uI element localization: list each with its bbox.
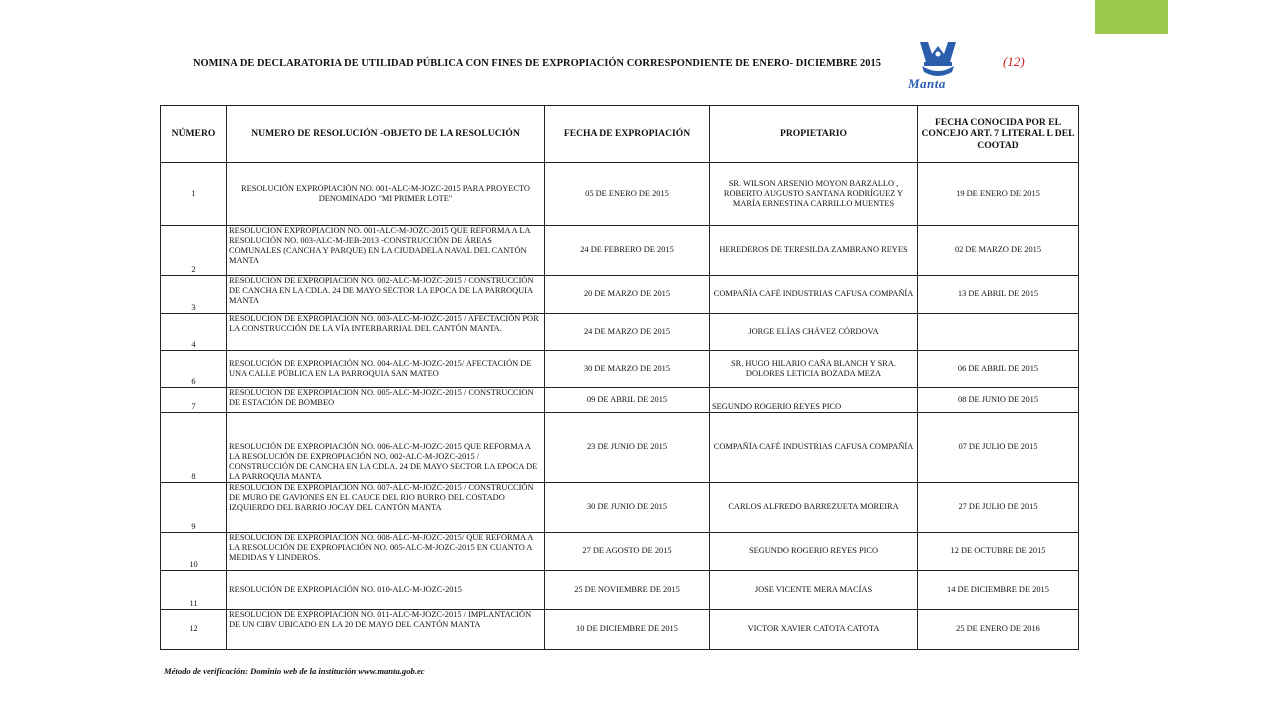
- cell-resolucion: RESOLUCIÓN EXPROPIACIÓN NO. 001-ALC-M-JOZC-2015 PARA PROYECTO DENOMINADO "MI PRIMER LOTE": [227, 163, 545, 226]
- cell-numero: 3: [161, 276, 227, 314]
- cell-resolucion: RESOLUCION DE EXPROPIACION NO. 003-ALC-M-JOZC-2015 / AFECTACIÓN POR LA CONSTRUCCIÓN DE LA VÍA INTERBARRIAL DEL CANTÓN MANTA.: [227, 314, 545, 351]
- cell-propietario: SEGUNDO ROGERIO REYES PICO: [710, 388, 918, 413]
- logo-text: Manta: [908, 76, 946, 91]
- cell-resolucion: RESOLUCIÓN DE EXPROPIACIÓN NO. 010-ALC-M-JOZC-2015: [227, 571, 545, 610]
- cell-propietario: COMPAÑÍA CAFÉ INDUSTRIAS CAFUSA COMPAÑÍA: [710, 276, 918, 314]
- page-number: (12): [1003, 54, 1025, 69]
- table-row: [161, 483, 1079, 533]
- table-header-row: [161, 106, 1079, 163]
- table-row: [161, 314, 1079, 351]
- cell-resolucion: RESOLUCION DE EXPROPIACION NO. 002-ALC-M-JOZC-2015 / CONSTRUCCIÓN DE CANCHA EN LA CDLA. 24 DE MAYO SECTOR LA EPOCA DE LA PARROQUIA MANTA: [227, 276, 545, 314]
- cell-fecha-concejo: 07 DE JULIO DE 2015: [918, 413, 1079, 483]
- cell-resolucion: RESOLUCION DE EXPROPIACION NO. 008-ALC-M-JOZC-2015/ QUE REFORMA A LA RESOLUCIÓN DE EXPROPIACIÓN NO. 005-ALC-M-JOZC-2015 EN CUANTO A MEDIDAS Y LINDEROS.: [227, 533, 545, 571]
- cell-resolucion: RESOLUCION EXPROPIACION NO. 001-ALC-M-JOZC-2015 QUE REFORMA A LA RESOLUCIÓN NO. 003-ALC-M-JEB-2013 -CONSTRUCCIÓN DE ÁREAS COMUNALES (CANCHA Y PARQUE) EN LA CIUDADELA NAVAL DEL CANTÓN MANTA: [227, 226, 545, 276]
- table-row: [161, 533, 1079, 571]
- cell-fecha-concejo: 02 DE MARZO DE 2015: [918, 226, 1079, 276]
- cell-resolucion: RESOLUCIÓN DE EXPROPIACIÓN NO. 006-ALC-M-JOZC-2015 QUE REFORMA A LA RESOLUCIÓN DE EXPROPIACIÓN NO. 002-ALC-M-JOZC-2015 / CONSTRUCCIÓN DE CANCHA EN LA CDLA. 24 DE MAYO SECTOR LA EPOCA DE LA PARROQUIA MANTA: [227, 413, 545, 483]
- cell-fecha-concejo: 13 DE ABRIL DE 2015: [918, 276, 1079, 314]
- cell-fecha: 05 DE ENERO DE 2015: [545, 163, 710, 226]
- table-row: [161, 388, 1079, 413]
- cell-propietario: CARLOS ALFREDO BARREZUETA MOREIRA: [710, 483, 918, 533]
- cell-propietario: JORGE ELÍAS CHÁVEZ CÓRDOVA: [710, 314, 918, 351]
- cell-numero: 12: [161, 610, 227, 650]
- cell-fecha: 24 DE MARZO DE 2015: [545, 314, 710, 351]
- cell-numero: 1: [161, 163, 227, 226]
- table-row: [161, 351, 1079, 388]
- cell-numero: 2: [161, 226, 227, 276]
- cell-fecha: 23 DE JUNIO DE 2015: [545, 413, 710, 483]
- cell-numero: 8: [161, 413, 227, 483]
- cell-fecha: 09 DE ABRIL DE 2015: [545, 388, 710, 413]
- cell-fecha: 25 DE NOVIEMBRE DE 2015: [545, 571, 710, 610]
- cell-resolucion: RESOLUCIÓN DE EXPROPIACIÓN NO. 004-ALC-M-JOZC-2015/ AFECTACIÓN DE UNA CALLE PÚBLICA EN LA PARROQUIA SAN MATEO: [227, 351, 545, 388]
- accent-bar: [1095, 0, 1168, 34]
- cell-fecha: 30 DE JUNIO DE 2015: [545, 483, 710, 533]
- cell-fecha: 20 DE MARZO DE 2015: [545, 276, 710, 314]
- cell-fecha-concejo: 25 DE ENERO DE 2016: [918, 610, 1079, 650]
- cell-fecha-concejo: 06 DE ABRIL DE 2015: [918, 351, 1079, 388]
- table-row: [161, 610, 1079, 650]
- header-resolucion: NUMERO DE RESOLUCIÓN -OBJETO DE LA RESOLUCIÓN: [227, 106, 545, 163]
- cell-propietario: VICTOR XAVIER CATOTA CATOTA: [710, 610, 918, 650]
- cell-fecha-concejo: [918, 314, 1079, 351]
- cell-propietario: COMPAÑÍA CAFÉ INDUSTRIAS CAFUSA COMPAÑÍA: [710, 413, 918, 483]
- cell-numero: 7: [161, 388, 227, 413]
- cell-fecha-concejo: 14 DE DICIEMBRE DE 2015: [918, 571, 1079, 610]
- document-title: NOMINA DE DECLARATORIA DE UTILIDAD PÚBLICA CON FINES DE EXPROPIACIÓN CORRESPONDIENTE DE ENERO- DICIEMBRE 2015: [193, 58, 882, 69]
- cell-fecha-concejo: 27 DE JULIO DE 2015: [918, 483, 1079, 533]
- table-row: [161, 276, 1079, 314]
- cell-resolucion: RESOLUCION DE EXPROPIACION NO. 005-ALC-M-JOZC-2015 / CONSTRUCCION DE ESTACIÓN DE BOMBEO: [227, 388, 545, 413]
- header-fecha-concejo: FECHA CONOCIDA POR EL CONCEJO ART. 7 LITERAL L DEL COOTAD: [918, 106, 1079, 163]
- cell-fecha: 30 DE MARZO DE 2015: [545, 351, 710, 388]
- cell-numero: 11: [161, 571, 227, 610]
- cell-numero: 6: [161, 351, 227, 388]
- verification-note: Método de verificación: Dominio web de la institución www.manta.gob.ec: [164, 666, 425, 676]
- cell-numero: 9: [161, 483, 227, 533]
- cell-fecha: 27 DE AGOSTO DE 2015: [545, 533, 710, 571]
- header-numero: NÚMERO: [161, 106, 227, 163]
- cell-fecha: 10 DE DICIEMBRE DE 2015: [545, 610, 710, 650]
- header-fecha: FECHA DE EXPROPIACIÓN: [545, 106, 710, 163]
- cell-fecha-concejo: 12 DE OCTUBRE DE 2015: [918, 533, 1079, 571]
- table-row: [161, 163, 1079, 226]
- cell-propietario: JOSE VICENTE MERA MACÍAS: [710, 571, 918, 610]
- table-row: [161, 571, 1079, 610]
- cell-propietario: SR. HUGO HILARIO CAÑA BLANCH Y SRA. DOLORES LETICIA BOZADA MEZA: [710, 351, 918, 388]
- cell-numero: 10: [161, 533, 227, 571]
- cell-propietario: SR. WILSON ARSENIO MOYON BARZALLO , ROBERTO AUGUSTO SANTANA RODRÍGUEZ Y MARÍA ERNESTINA CARRILLO MUENTES: [710, 163, 918, 226]
- cell-fecha-concejo: 19 DE ENERO DE 2015: [918, 163, 1079, 226]
- table-row: [161, 413, 1079, 483]
- cell-propietario: SEGUNDO ROGERIO REYES PICO: [710, 533, 918, 571]
- cell-fecha: 24 DE FEBRERO DE 2015: [545, 226, 710, 276]
- cell-resolucion: RESOLUCION DE EXPROPIACION NO. 011-ALC-M-JOZC-2015 / IMPLANTACIÓN DE UN CIBV UBICADO EN LA 20 DE MAYO DEL CANTÓN MANTA: [227, 610, 545, 650]
- cell-numero: 4: [161, 314, 227, 351]
- header-propietario: PROPIETARIO: [710, 106, 918, 163]
- cell-propietario: HEREDEROS DE TERESILDA ZAMBRANO REYES: [710, 226, 918, 276]
- expropriation-table: [160, 105, 1079, 650]
- cell-fecha-concejo: 08 DE JUNIO DE 2015: [918, 388, 1079, 413]
- table-row: [161, 226, 1079, 276]
- cell-resolucion: RESOLUCION DE EXPROPIACION NO. 007-ALC-M-JOZC-2015 / CONSTRUCCIÓN DE MURO DE GAVIONES EN EL CAUCE DEL RIO BURRO DEL COSTADO IZQUIERDO DEL BARRIO JOCAY DEL CANTÓN MANTA: [227, 483, 545, 533]
